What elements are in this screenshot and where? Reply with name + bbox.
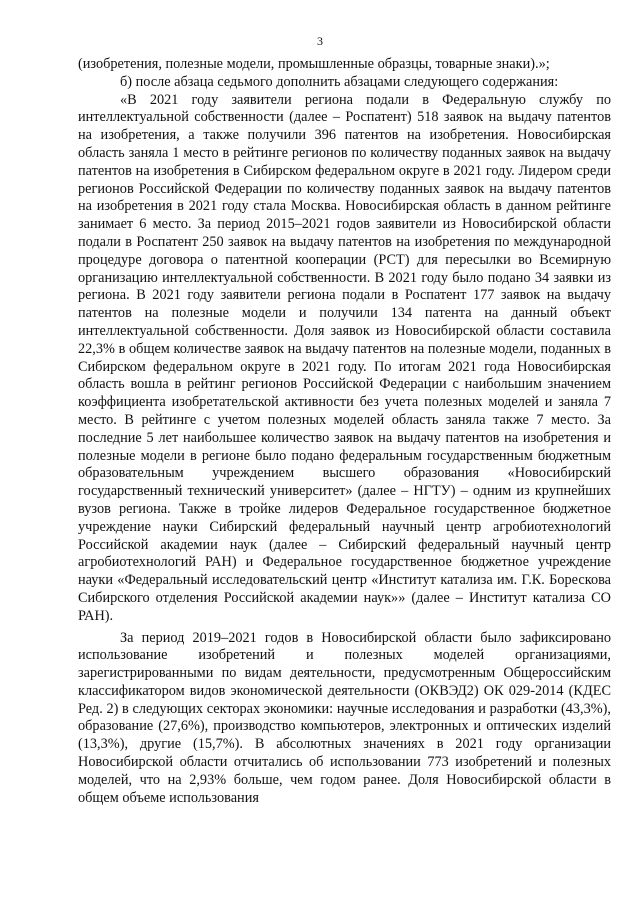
paragraph-usage-2019-2021: За период 2019–2021 годов в Новосибирской области было зафиксировано использование изобретений и полезных моделей организациями, зарегистрированными по видам деятельности, предусмотренным Общероссийским классификатором видов экономической деятельности (ОКВЭД2) ОК 029-2014 (КДЕС Ред. 2) в следующих секторах экономики: научные исследования и разработки (43,3%), образование (27,6%), производство компьютеров, электронных и оптических изделий (13,3%), другие (15,7%). В абсолютных значениях в 2021 году организации Новосибирской области отчитались об использовании 773 изобретений и полезных моделей, что на 2,93% больше, чем годом ранее. Доля Новосибирской области в общем объеме использования — [78, 629, 611, 806]
document-body — [78, 56, 611, 807]
page-number: 3 — [317, 34, 323, 48]
paragraph-continuation: (изобретения, полезные модели, промышленные образцы, товарные знаки).»; — [78, 56, 550, 72]
paragraph-amendment-b: б) после абзаца седьмого дополнить абзацами следующего содержания: — [120, 73, 559, 90]
paragraph-patents-2021: «В 2021 году заявители региона подали в Федеральную службу по интеллектуальной собственности (далее – Роспатент) 518 заявок на выдачу патентов на изобретения, а также получили 396 патентов на изобретения. Новосибирская область заняла 1 место в рейтинге регионов по количеству поданных заявок на выдачу патентов на изобретения в Сибирском федеральном округе в 2021 году. Лидером среди регионов Российской Федерации по количеству поданных заявок на выдачу патентов на изобретения в 2021 году стала Москва. Новосибирская область в данном рейтинге занимает 6 место. За период 2015–2021 годов заявители из Новосибирской области подали в Роспатент 250 заявок на выдачу патентов на изобретения по международной процедуре договора о патентной кооперации (РСТ) для пересылки во Всемирную организацию интеллектуальной собственности. В 2021 году было подано 34 заявки из региона. В 2021 году заявители региона подали в Роспатент 177 заявок на выдачу патентов на полезные модели и получили 134 патента на данный объект интеллектуальной собственности. Доля заявок из Новосибирской области составила 22,3% в общем количестве заявок на выдачу патентов на полезные модели, поданных в Сибирском федеральном округе в 2021 году. По итогам 2021 года Новосибирская область вошла в рейтинг регионов Российской Федерации с наибольшим значением коэффициента изобретательской активности без учета полезных моделей и заняла 7 место. В рейтинге с учетом полезных моделей область заняла также 7 место. За последние 5 лет наибольшее количество заявок на выдачу патентов на изобретения и полезные модели в регионе было подано федеральным государственным бюджетным образовательным учреждением высшего образования «Новосибирский государственный технический университет» (далее – НГТУ) – одним из крупнейших вузов региона. Также в тройке лидеров Федеральное государственное бюджетное учреждение науки Сибирский федеральный научный центр агробиотехнологий Российской академии наук (далее – Сибирский федеральный научный центр агробиотехнологий РАН) и Федеральное государственное бюджетное учреждение науки «Федеральный исследовательский центр «Институт катализа им. Г.К. Борескова Сибирского отделения Российской академии наук»» (далее – Институт катализа СО РАН). — [78, 91, 611, 624]
